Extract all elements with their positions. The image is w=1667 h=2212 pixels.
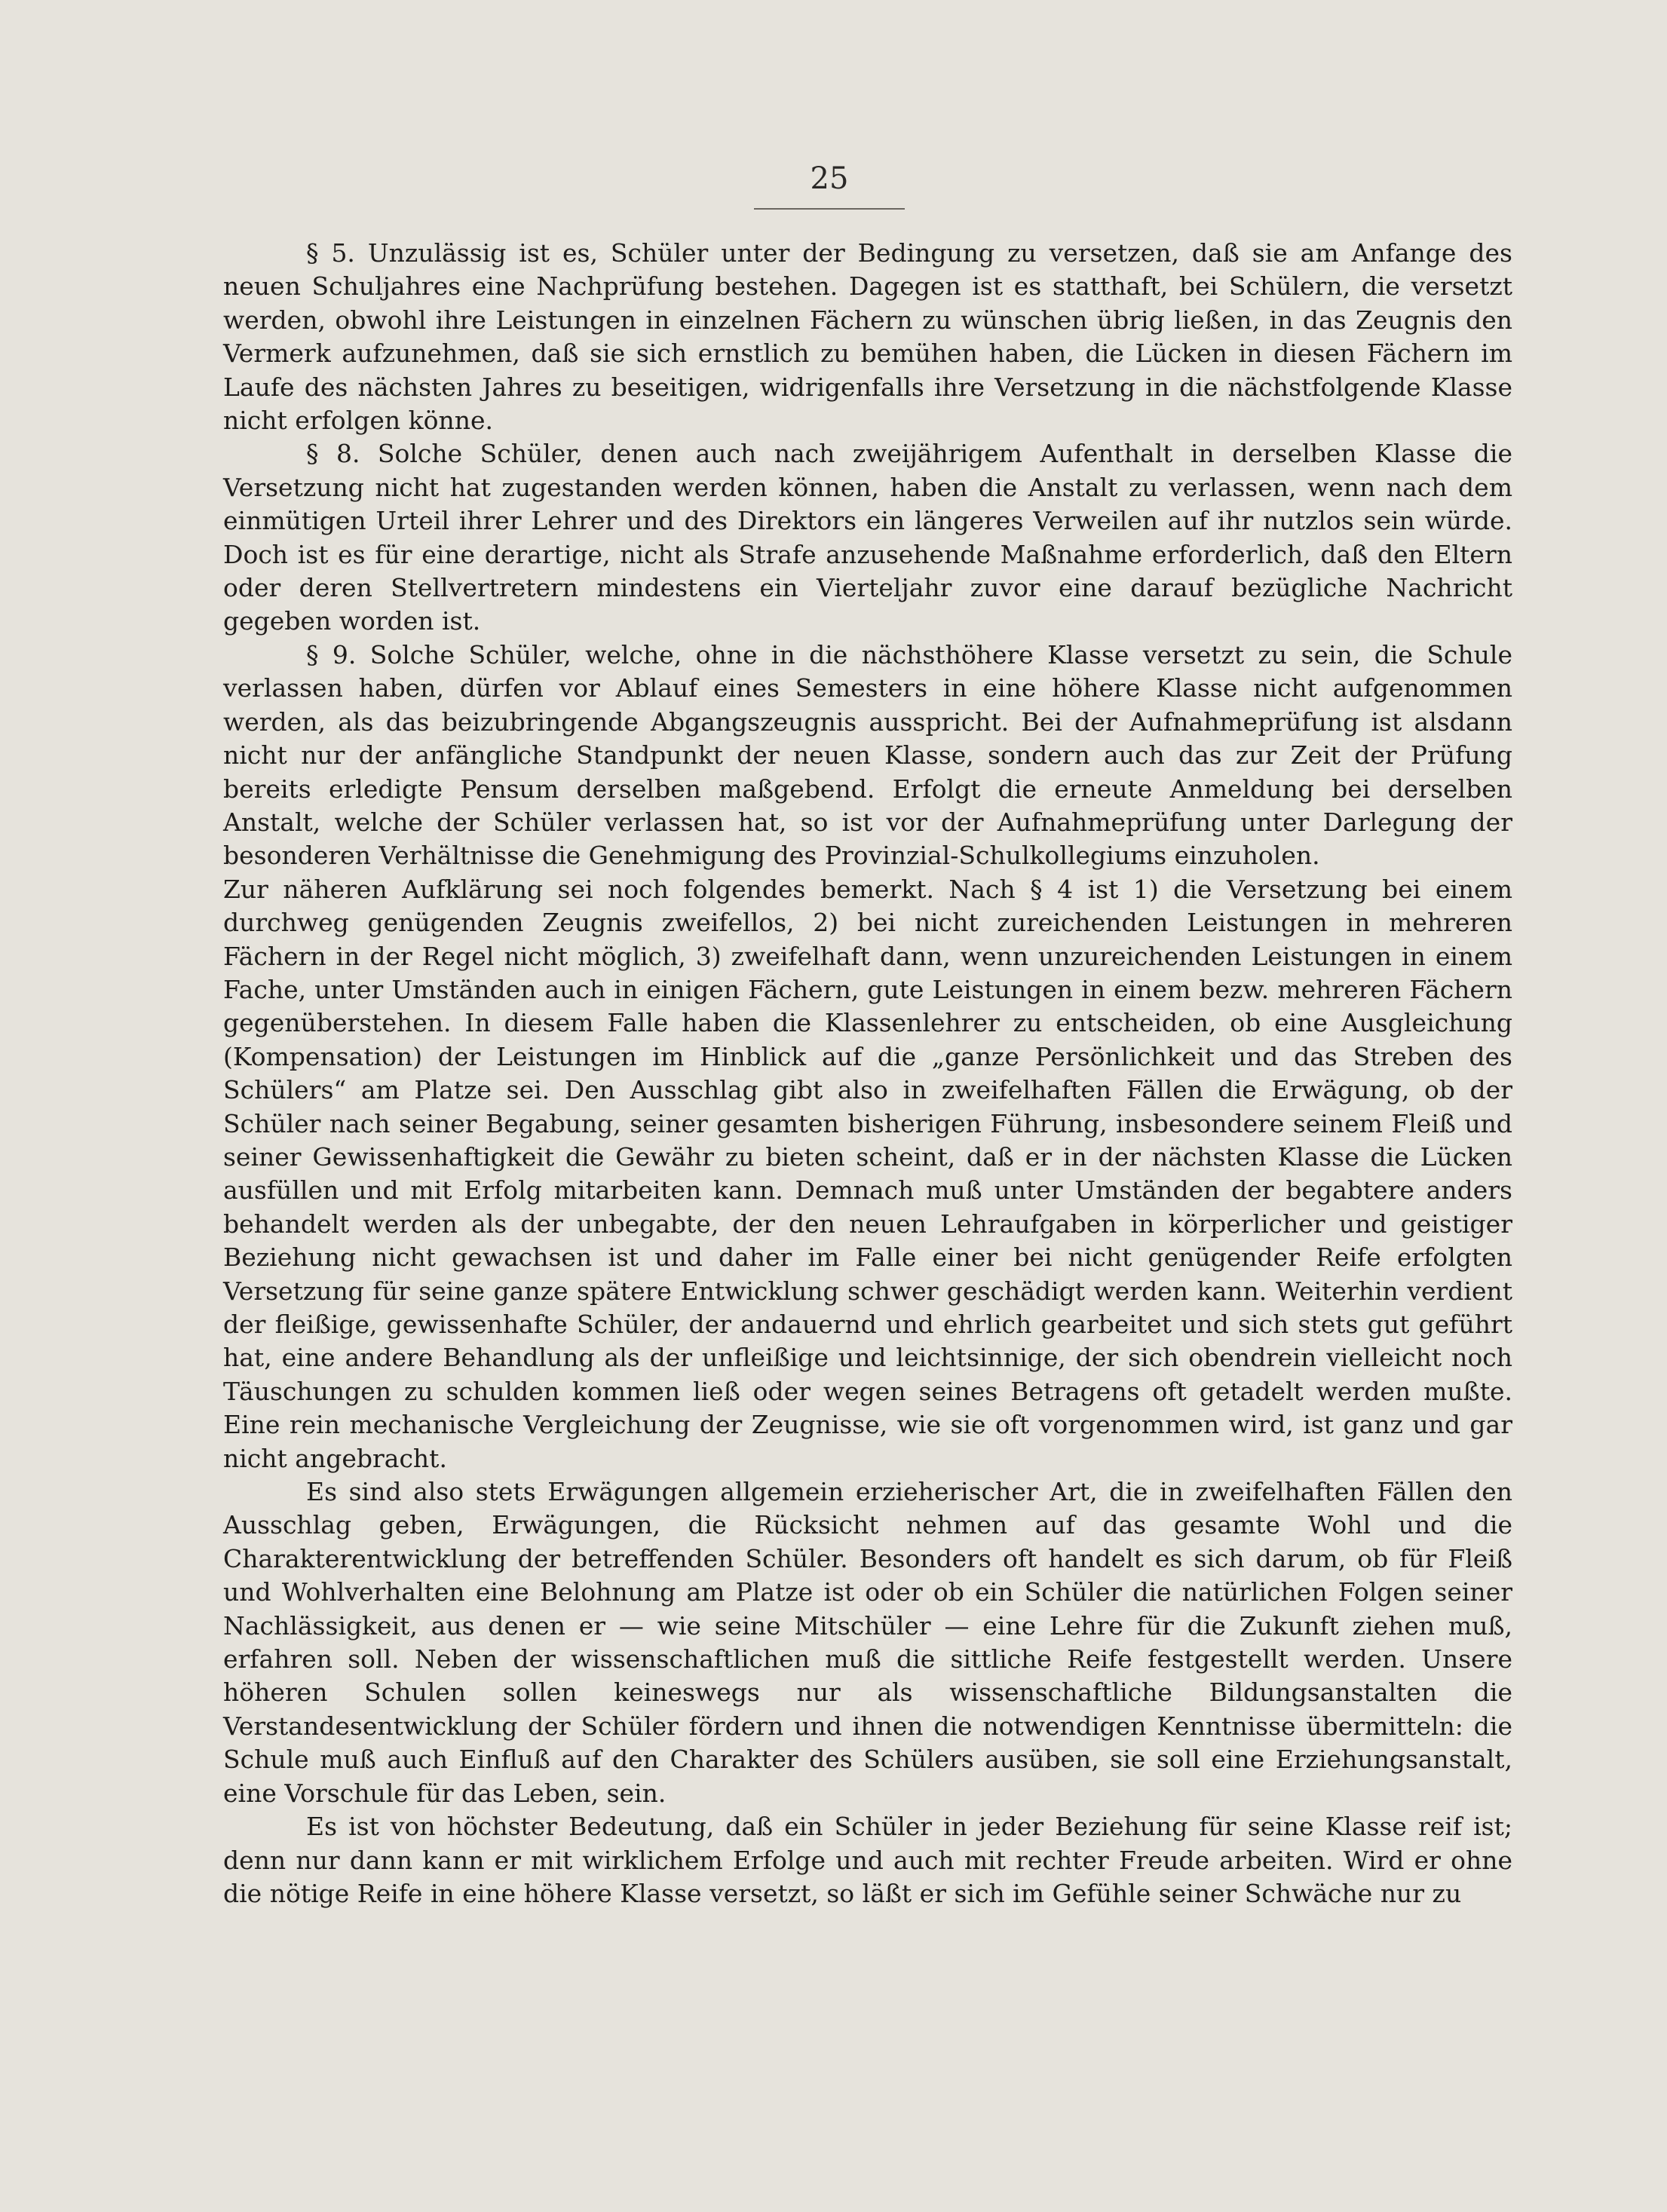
- paragraph-section-9: § 9. Solche Schüler, welche, ohne in die nächsthöhere Klasse versetzt zu sein, die Schule verlassen haben, dürfen vor Ablauf eines Semesters in eine höhere Klasse nicht aufgenommen werden, als das beizubringende Abgangszeugnis ausspricht. Bei der Aufnahmeprüfung ist alsdann nicht nur der anfängliche Standpunkt der neuen Klasse, sondern auch das zur Zeit der Prüfung bereits erledigte Pensum derselben maßgebend. Erfolgt die erneute Anmeldung bei derselben Anstalt, welche der Schüler verlassen hat, so ist vor der Aufnahmeprüfung unter Darlegung der besonderen Verhältnisse die Genehmigung des Provinzial-Schulkollegiums einzuholen.: [223, 639, 1512, 871]
- page-number-rule: [754, 208, 905, 210]
- paragraph-section-5: § 5. Unzulässig ist es, Schüler unter der Bedingung zu versetzen, daß sie am Anfange des neuen Schuljahres eine Nachprüfung bestehen. Dagegen ist es statthaft, bei Schülern, die versetzt werden, obwohl ihre Leistungen in einzelnen Fächern zu wünschen übrig ließen, in das Zeugnis den Vermerk aufzunehmen, daß sie sich ernstlich zu bemühen haben, die Lücken in diesen Fächern im Laufe des nächsten Jahres zu beseitigen, widrigenfalls ihre Versetzung in die nächstfolgende Klasse nicht erfolgen könne.: [223, 238, 1512, 436]
- body-text: [223, 237, 1512, 1910]
- paragraph-section-8: § 8. Solche Schüler, denen auch nach zweijährigem Aufenthalt in derselben Klasse die Versetzung nicht hat zugestanden werden können, haben die Anstalt zu verlassen, wenn nach dem einmütigen Urteil ihrer Lehrer und des Direktors ein längeres Verweilen auf ihr nutzlos sein würde. Doch ist es für eine derartige, nicht als Strafe anzusehende Maßnahme erforderlich, daß den Eltern oder deren Stellvertretern mindestens ein Vierteljahr zuvor eine darauf bezügliche Nachricht gegeben worden ist.: [223, 439, 1512, 636]
- paragraph-explanation: Zur näheren Aufklärung sei noch folgendes bemerkt. Nach § 4 ist 1) die Versetzung bei einem durchweg genügenden Zeugnis zweifellos, 2) bei nicht zureichenden Leistungen in mehreren Fächern in der Regel nicht möglich, 3) zweifelhaft dann, wenn unzureichenden Leistungen in einem Fache, unter Umständen auch in einigen Fächern, gute Leistungen in einem bezw. mehreren Fächern gegenüberstehen. In diesem Falle haben die Klassenlehrer zu entscheiden, ob eine Ausgleichung (Kompensation) der Leistungen im Hinblick auf die „ganze Persönlichkeit und das Streben des Schülers“ am Platze sei. Den Ausschlag gibt also in zweifelhaften Fällen die Erwägung, ob der Schüler nach seiner Begabung, seiner gesamten bisherigen Führung, insbesondere seinem Fleiß und seiner Gewissenhaftigkeit die Gewähr zu bieten scheint, daß er in der nächsten Klasse die Lücken ausfüllen und mit Erfolg mitarbeiten kann. Demnach muß unter Umständen der begabtere anders behandelt werden als der unbegabte, der den neuen Lehraufgaben in körperlicher und geistiger Beziehung nicht gewachsen ist und daher im Falle einer bei nicht genügender Reife erfolgten Versetzung für seine ganze spätere Entwicklung schwer geschädigt werden kann. Weiterhin verdient der fleißige, gewissenhafte Schüler, der andauernd und ehrlich gearbeitet und sich stets gut geführt hat, eine andere Behandlung als der unfleißige und leichtsinnige, der sich obendrein vielleicht noch Täuschungen zu schulden kommen ließ oder wegen seines Betragens oft getadelt werden mußte. Eine rein mechanische Vergleichung der Zeugnisse, wie sie oft vorgenommen wird, ist ganz und gar nicht angebracht.: [223, 874, 1512, 1473]
- page-number: 25: [810, 161, 849, 196]
- paragraph-maturity: Es ist von höchster Bedeutung, daß ein Schüler in jeder Beziehung für seine Klasse reif ist; denn nur dann kann er mit wirklichem Erfolge und auch mit rechter Freude arbeiten. Wird er ohne die nötige Reife in eine höhere Klasse versetzt, so läßt er sich im Gefühle seiner Schwäche nur zu: [223, 1812, 1512, 1908]
- paragraph-educational-considerations: Es sind also stets Erwägungen allgemein erzieherischer Art, die in zweifelhaften Fällen den Ausschlag geben, Erwägungen, die Rücksicht nehmen auf das gesamte Wohl und die Charakterentwicklung der betreffenden Schüler. Besonders oft handelt es sich darum, ob für Fleiß und Wohlverhalten eine Belohnung am Platze ist oder ob ein Schüler die natürlichen Folgen seiner Nachlässigkeit, aus denen er — wie seine Mitschüler — eine Lehre für die Zukunft ziehen muß, erfahren soll. Neben der wissenschaftlichen muß die sittliche Reife festgestellt werden. Unsere höheren Schulen sollen keineswegs nur als wissenschaftliche Bildungsanstalten die Verstandesentwicklung der Schüler fördern und ihnen die notwendigen Kenntnisse übermitteln: die Schule muß auch Einfluß auf den Charakter des Schülers ausüben, sie soll eine Erziehungsanstalt, eine Vorschule für das Leben, sein.: [223, 1477, 1512, 1808]
